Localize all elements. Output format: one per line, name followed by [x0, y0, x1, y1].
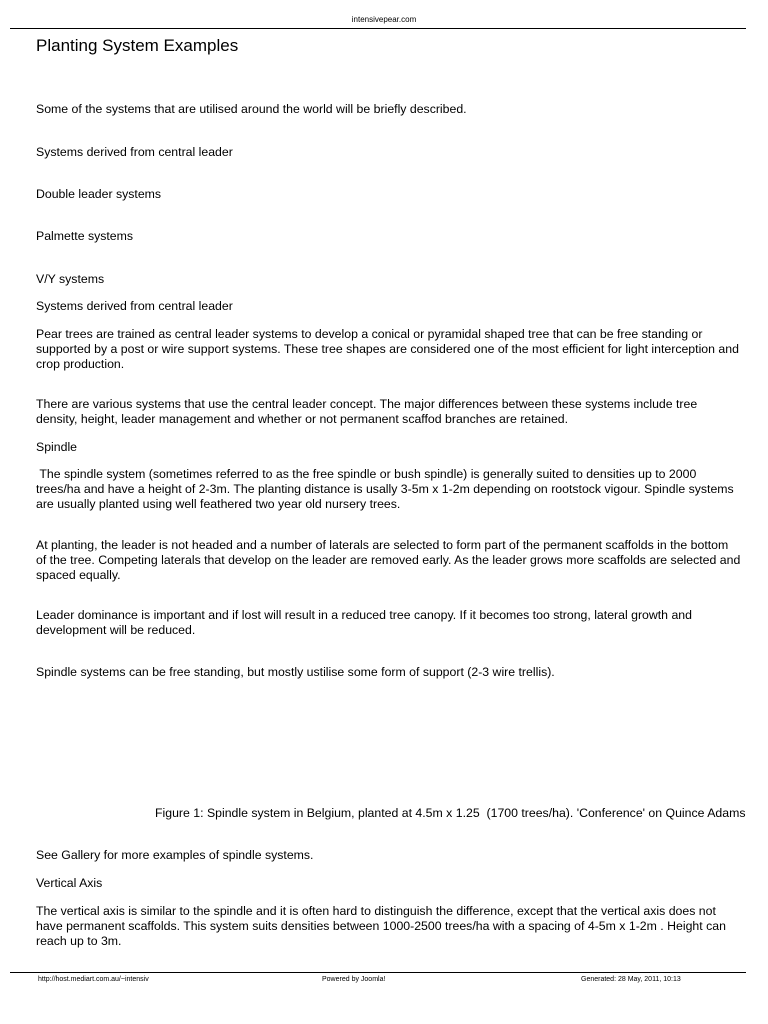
figure-caption: Figure 1: Spindle system in Belgium, planted at 4.5m x 1.25 (1700 trees/ha). 'Conference' on Quince Adams [155, 806, 746, 820]
spindle-support-paragraph: Spindle systems can be free standing, but mostly ustilise some form of support (2-3 wire trellis). [36, 665, 555, 679]
central-leader-concept-paragraph: There are various systems that use the central leader concept. The major differences between these systems include tree density, height, leader management and whether or not permanent scaffod branches are retained. [36, 397, 698, 426]
list-item-central-leader: Systems derived from central leader [36, 145, 233, 159]
intro-paragraph: Some of the systems that are utilised around the world will be briefly described. [36, 102, 467, 116]
list-item-palmette: Palmette systems [36, 229, 134, 243]
gallery-link-text: See Gallery for more examples of spindle systems. [36, 848, 314, 862]
header-rule [10, 28, 746, 29]
section-heading-spindle: Spindle [36, 440, 78, 454]
section-heading-vertical-axis: Vertical Axis [36, 876, 103, 890]
footer-generated: Generated: 28 May, 2011, 10:13 [581, 976, 681, 983]
section-heading-central-leader: Systems derived from central leader [36, 299, 233, 313]
vertical-axis-paragraph: The vertical axis is similar to the spindle and it is often hard to distinguish the difference, except that the vertical axis does not have permanent scaffolds. This system suits densities between 1000-2500 trees/ha with a spacing of 4-5m x 1-2m . Height can reach up to 3m. [36, 904, 726, 948]
list-item-double-leader: Double leader systems [36, 187, 162, 201]
footer-powered-by: Powered by Joomla! [322, 976, 386, 983]
footer-rule [10, 972, 746, 973]
site-domain: intensivepear.com [351, 15, 417, 24]
central-leader-paragraph: Pear trees are trained as central leader systems to develop a conical or pyramidal shaped tree that can be free standing or supported by a post or wire support systems. These tree shapes are considered one of the most efficient for light interception and crop production. [36, 327, 739, 371]
page-title: Planting System Examples [36, 36, 239, 55]
spindle-paragraph: The spindle system (sometimes referred to as the free spindle or bush spindle) is generally suited to densities up to 2000 trees/ha and have a height of 2-3m. The planting distance is usally 3-5m x 1-2m depending on rootstock vigour. Spindle systems are usually planted using well feathered two year old nursery trees. [36, 467, 738, 511]
leader-dominance-paragraph: Leader dominance is important and if lost will result in a reduced tree canopy. If it becomes too strong, lateral growth and development will be reduced. [36, 608, 692, 637]
list-item-vy: V/Y systems [36, 272, 105, 286]
footer-url: http://host.mediart.com.au/~intensiv [38, 976, 149, 983]
planting-paragraph: At planting, the leader is not headed and a number of laterals are selected to form part of the permanent scaffolds in the bottom of the tree. Competing laterals that develop on the leader are removed early. As the leader grows more scaffolds are selected and spaced equally. [36, 538, 741, 582]
